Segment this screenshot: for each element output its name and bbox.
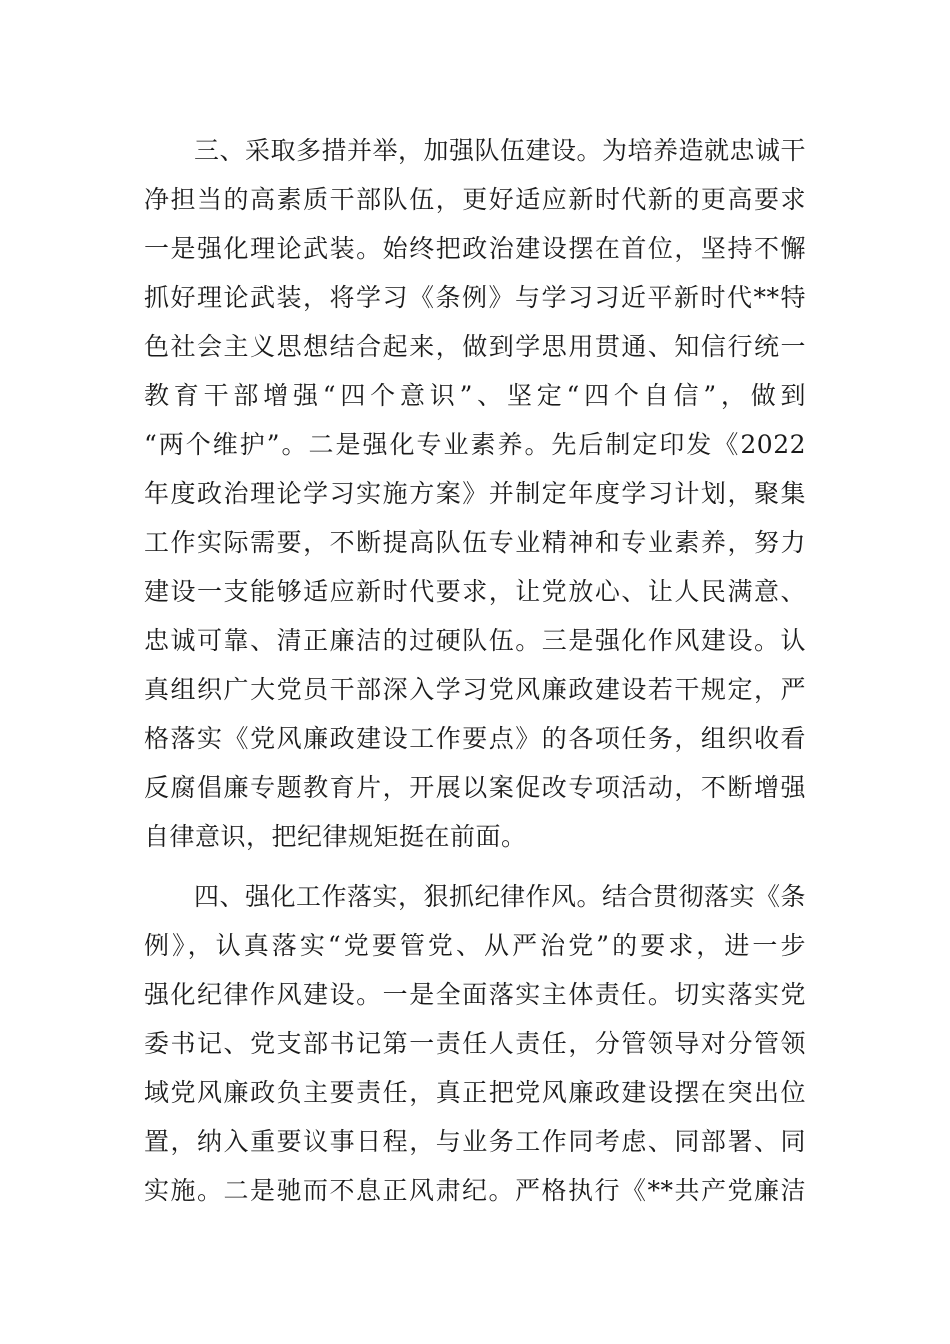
text-line: 一是强化理论武装。始终把政治建设摆在首位，坚持不懈 bbox=[144, 234, 806, 263]
text-line: 实施。二是驰而不息正风肃纪。严格执行《**共产党廉洁 bbox=[144, 1176, 806, 1205]
text-line: 反腐倡廉专题教育片，开展以案促改专项活动，不断增强 bbox=[144, 773, 806, 802]
text-line: 年度政治理论学习实施方案》并制定年度学习计划，聚集 bbox=[144, 479, 806, 508]
text-line: 忠诚可靠、清正廉洁的过硬队伍。三是强化作风建设。认 bbox=[144, 626, 806, 655]
text-line: 强化纪律作风建设。一是全面落实主体责任。切实落实党 bbox=[144, 980, 806, 1009]
text-line: 自律意识，把纪律规矩挺在前面。 bbox=[144, 822, 527, 851]
text-line: 置，纳入重要议事日程，与业务工作同考虑、同部署、同 bbox=[144, 1127, 806, 1156]
text-line: 格落实《党风廉政建设工作要点》的各项任务，组织收看 bbox=[144, 724, 806, 753]
text-line: 四、强化工作落实，狠抓纪律作风。结合贯彻落实《条 bbox=[194, 882, 807, 911]
paragraph-work-discipline bbox=[144, 872, 806, 1215]
text-line: 真组织广大党员干部深入学习党风廉政建设若干规定，严 bbox=[144, 675, 806, 704]
text-line: 工作实际需要，不断提高队伍专业精神和专业素养，努力 bbox=[144, 528, 806, 557]
text-line: 委书记、党支部书记第一责任人责任，分管领导对分管领 bbox=[144, 1029, 806, 1058]
text-line: 净担当的高素质干部队伍，更好适应新时代新的更高要求 bbox=[144, 185, 806, 214]
paragraph-team-building bbox=[144, 126, 806, 861]
text-line: 例》，认真落实“党要管党、从严治党”的要求，进一步 bbox=[144, 931, 806, 960]
text-line: 三、采取多措并举，加强队伍建设。为培养造就忠诚干 bbox=[194, 136, 807, 165]
text-line: 色社会主义思想结合起来，做到学思用贯通、知信行统一 bbox=[144, 332, 806, 361]
text-line: 域党风廉政负主要责任，真正把党风廉政建设摆在突出位 bbox=[144, 1078, 806, 1107]
text-line: 教育干部增强“四个意识”、坚定“四个自信”，做到 bbox=[144, 381, 806, 410]
text-line: 抓好理论武装，将学习《条例》与学习习近平新时代**特 bbox=[144, 283, 806, 312]
text-line: “两个维护”。二是强化专业素养。先后制定印发《2022 bbox=[144, 430, 806, 459]
text-line: 建设一支能够适应新时代要求，让党放心、让人民满意、 bbox=[144, 577, 806, 606]
